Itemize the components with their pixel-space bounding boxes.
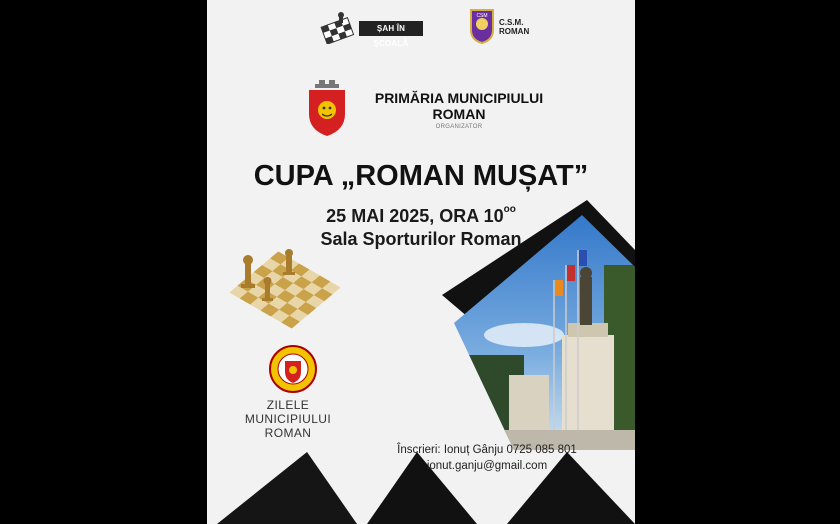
registration-contact: Înscrieri: Ionuț Gânju 0725 085 801 — [397, 444, 577, 456]
svg-text:CSM: CSM — [476, 13, 488, 19]
sah-in-scoala-label: ȘAH ÎN ȘCOALĂ — [359, 21, 423, 36]
zilele-line1: ZILELE — [266, 398, 310, 412]
event-time-superscript: oo — [503, 204, 516, 215]
event-venue: Sala Sporturilor Roman — [320, 229, 522, 249]
sah-in-scoala-logo — [319, 10, 429, 48]
zilele-municipiului-text — [233, 398, 343, 440]
organizer-title — [359, 90, 559, 122]
organizer-role: ORGANIZATOR — [435, 124, 483, 130]
event-date-text: 25 MAI 2025, ORA 10 — [326, 206, 504, 226]
zilele-municipiului-emblem-icon — [265, 344, 321, 394]
csm-crest-icon — [469, 8, 495, 44]
organizer-title-line2: ROMAN — [432, 106, 486, 122]
csm-label-line2: ROMAN — [499, 27, 530, 36]
zilele-line3: ROMAN — [264, 426, 312, 440]
chess-board-icon — [319, 10, 355, 44]
zilele-line2: MUNICIPIULUI — [244, 412, 332, 426]
csm-roman-logo — [469, 8, 579, 46]
golden-chessboard-icon — [229, 236, 341, 336]
csm-roman-label — [499, 18, 529, 36]
organizer-title-line1: PRIMĂRIA MUNICIPIULUI — [374, 90, 544, 106]
organizer-block — [305, 80, 565, 142]
event-title: CUPA „ROMAN MUȘAT” — [253, 160, 589, 192]
event-poster — [207, 0, 635, 524]
bottom-far-left-triangle — [217, 452, 357, 524]
contact-email: ionut.ganju@gmail.com — [426, 460, 548, 472]
roman-coat-of-arms-icon — [305, 80, 349, 138]
csm-label-line1: C.S.M. — [499, 18, 524, 27]
event-date — [207, 206, 635, 227]
